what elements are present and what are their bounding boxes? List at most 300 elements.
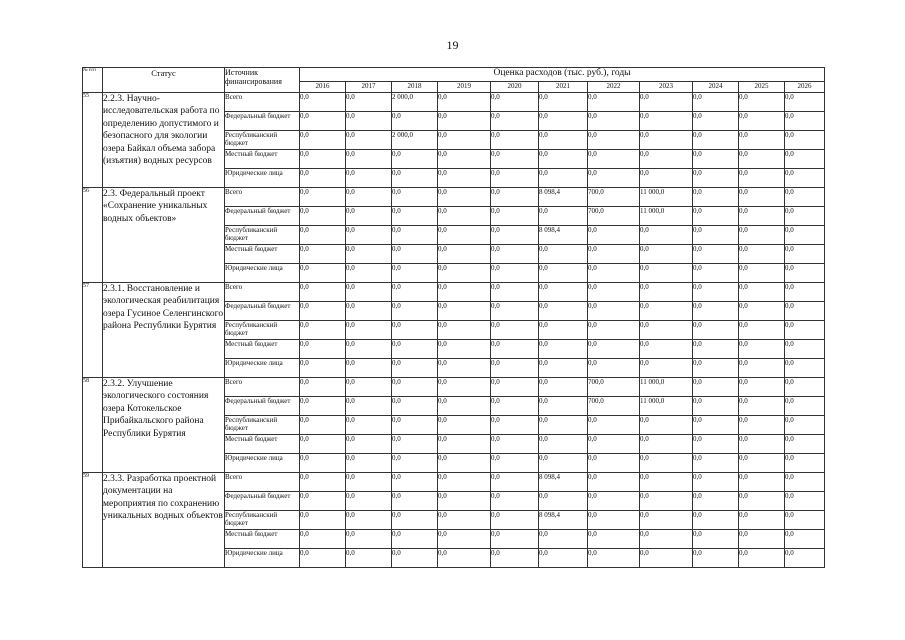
value-cell: 0,0 (539, 416, 588, 435)
value-cell: 0,0 (739, 473, 785, 492)
value-cell: 0,0 (300, 188, 346, 207)
value-cell: 0,0 (588, 359, 640, 378)
value-cell: 0,0 (693, 473, 739, 492)
value-cell: 0,0 (539, 435, 588, 454)
value-cell: 0,0 (491, 131, 539, 150)
table-body (83, 93, 825, 568)
funding-source-cell: Федеральный бюджет (225, 492, 300, 511)
value-cell: 0,0 (346, 264, 392, 283)
value-cell: 0,0 (539, 93, 588, 112)
funding-source-cell: Федеральный бюджет (225, 397, 300, 416)
value-cell: 0,0 (588, 435, 640, 454)
value-cell: 0,0 (739, 549, 785, 568)
value-cell: 0,0 (346, 511, 392, 530)
value-cell: 0,0 (640, 416, 693, 435)
header-source: Источник финансирования (225, 68, 300, 93)
funding-source-cell: Всего (225, 93, 300, 112)
value-cell: 0,0 (785, 131, 825, 150)
funding-source-cell: Местный бюджет (225, 530, 300, 549)
value-cell: 0,0 (785, 454, 825, 473)
row-number: 56 (83, 188, 103, 283)
header-year: 2021 (539, 82, 588, 93)
value-cell: 0,0 (785, 378, 825, 397)
value-cell: 0,0 (539, 264, 588, 283)
value-cell: 0,0 (739, 454, 785, 473)
value-cell: 0,0 (539, 150, 588, 169)
value-cell: 0,0 (392, 378, 438, 397)
table-row (83, 283, 825, 302)
value-cell: 0,0 (300, 283, 346, 302)
value-cell: 0,0 (438, 207, 491, 226)
value-cell: 0,0 (392, 321, 438, 340)
value-cell: 0,0 (693, 264, 739, 283)
value-cell: 0,0 (392, 150, 438, 169)
value-cell: 0,0 (300, 549, 346, 568)
value-cell: 0,0 (539, 378, 588, 397)
value-cell: 0,0 (438, 340, 491, 359)
table-header (83, 68, 825, 93)
value-cell: 0,0 (739, 150, 785, 169)
value-cell: 0,0 (693, 226, 739, 245)
value-cell: 0,0 (693, 321, 739, 340)
value-cell: 0,0 (438, 530, 491, 549)
value-cell: 0,0 (588, 131, 640, 150)
value-cell: 0,0 (392, 397, 438, 416)
value-cell: 0,0 (392, 283, 438, 302)
table-row (83, 93, 825, 112)
value-cell: 0,0 (491, 302, 539, 321)
value-cell: 0,0 (640, 245, 693, 264)
value-cell: 0,0 (640, 359, 693, 378)
value-cell: 700,0 (588, 207, 640, 226)
value-cell: 0,0 (539, 454, 588, 473)
value-cell: 0,0 (438, 245, 491, 264)
value-cell: 0,0 (693, 131, 739, 150)
value-cell: 0,0 (693, 150, 739, 169)
value-cell: 0,0 (539, 397, 588, 416)
value-cell: 0,0 (693, 378, 739, 397)
value-cell: 0,0 (300, 264, 346, 283)
value-cell: 0,0 (300, 302, 346, 321)
value-cell: 0,0 (438, 435, 491, 454)
value-cell: 0,0 (539, 492, 588, 511)
value-cell: 0,0 (491, 473, 539, 492)
value-cell: 0,0 (491, 397, 539, 416)
value-cell: 0,0 (785, 302, 825, 321)
value-cell: 0,0 (438, 150, 491, 169)
value-cell: 0,0 (392, 435, 438, 454)
value-cell: 0,0 (300, 245, 346, 264)
value-cell: 0,0 (785, 112, 825, 131)
funding-source-cell: Юридические лица (225, 454, 300, 473)
funding-source-cell: Местный бюджет (225, 150, 300, 169)
value-cell: 0,0 (346, 321, 392, 340)
funding-source-cell: Республиканский бюджет (225, 226, 300, 245)
value-cell: 0,0 (693, 340, 739, 359)
value-cell: 0,0 (785, 226, 825, 245)
funding-source-cell: Федеральный бюджет (225, 112, 300, 131)
row-number: 58 (83, 378, 103, 473)
value-cell: 0,0 (438, 492, 491, 511)
funding-source-cell: Республиканский бюджет (225, 416, 300, 435)
funding-source-cell: Местный бюджет (225, 340, 300, 359)
value-cell: 0,0 (392, 112, 438, 131)
header-status: Статус (103, 68, 225, 93)
value-cell: 0,0 (739, 435, 785, 454)
value-cell: 0,0 (346, 340, 392, 359)
value-cell: 0,0 (539, 359, 588, 378)
value-cell: 0,0 (693, 112, 739, 131)
value-cell: 0,0 (300, 340, 346, 359)
value-cell: 0,0 (785, 492, 825, 511)
header-year: 2022 (588, 82, 640, 93)
value-cell: 0,0 (346, 416, 392, 435)
funding-source-cell: Всего (225, 473, 300, 492)
header-year: 2026 (785, 82, 825, 93)
header-year: 2016 (300, 82, 346, 93)
value-cell: 0,0 (785, 245, 825, 264)
value-cell: 0,0 (438, 131, 491, 150)
value-cell: 0,0 (392, 207, 438, 226)
value-cell: 0,0 (539, 549, 588, 568)
value-cell: 0,0 (739, 530, 785, 549)
value-cell: 0,0 (438, 93, 491, 112)
value-cell: 2 000,0 (392, 93, 438, 112)
value-cell: 0,0 (739, 397, 785, 416)
value-cell: 0,0 (640, 169, 693, 188)
value-cell: 0,0 (588, 169, 640, 188)
value-cell: 0,0 (693, 530, 739, 549)
value-cell: 0,0 (640, 93, 693, 112)
value-cell: 0,0 (693, 397, 739, 416)
value-cell: 0,0 (392, 340, 438, 359)
value-cell: 0,0 (739, 492, 785, 511)
value-cell: 0,0 (640, 530, 693, 549)
value-cell: 0,0 (640, 454, 693, 473)
funding-source-cell: Всего (225, 188, 300, 207)
value-cell: 0,0 (491, 150, 539, 169)
value-cell: 0,0 (300, 416, 346, 435)
value-cell: 0,0 (693, 245, 739, 264)
header-year: 2023 (640, 82, 693, 93)
value-cell: 0,0 (640, 264, 693, 283)
value-cell: 11 000,0 (640, 397, 693, 416)
value-cell: 0,0 (640, 492, 693, 511)
table-row (83, 473, 825, 492)
value-cell: 0,0 (539, 321, 588, 340)
value-cell: 0,0 (588, 93, 640, 112)
funding-source-cell: Юридические лица (225, 549, 300, 568)
value-cell: 0,0 (739, 359, 785, 378)
value-cell: 0,0 (739, 321, 785, 340)
value-cell: 0,0 (739, 264, 785, 283)
value-cell: 0,0 (438, 302, 491, 321)
value-cell: 0,0 (588, 473, 640, 492)
value-cell: 0,0 (392, 188, 438, 207)
value-cell: 0,0 (739, 188, 785, 207)
value-cell: 0,0 (539, 131, 588, 150)
value-cell: 0,0 (346, 207, 392, 226)
value-cell: 0,0 (785, 416, 825, 435)
value-cell: 0,0 (539, 283, 588, 302)
value-cell: 0,0 (785, 283, 825, 302)
value-cell: 0,0 (739, 93, 785, 112)
value-cell: 0,0 (392, 359, 438, 378)
value-cell: 0,0 (438, 188, 491, 207)
value-cell: 0,0 (438, 416, 491, 435)
value-cell: 0,0 (588, 283, 640, 302)
value-cell: 0,0 (346, 492, 392, 511)
value-cell: 0,0 (785, 511, 825, 530)
value-cell: 0,0 (785, 321, 825, 340)
value-cell: 0,0 (739, 131, 785, 150)
value-cell: 0,0 (739, 245, 785, 264)
value-cell: 0,0 (300, 150, 346, 169)
value-cell: 0,0 (392, 169, 438, 188)
value-cell: 0,0 (491, 321, 539, 340)
value-cell: 0,0 (346, 378, 392, 397)
value-cell: 0,0 (491, 283, 539, 302)
value-cell: 0,0 (491, 93, 539, 112)
funding-source-cell: Республиканский бюджет (225, 321, 300, 340)
value-cell: 0,0 (491, 226, 539, 245)
value-cell: 0,0 (491, 454, 539, 473)
value-cell: 0,0 (346, 169, 392, 188)
funding-source-cell: Федеральный бюджет (225, 207, 300, 226)
value-cell: 2 000,0 (392, 131, 438, 150)
row-number: 59 (83, 473, 103, 568)
value-cell: 0,0 (346, 530, 392, 549)
value-cell: 0,0 (539, 245, 588, 264)
value-cell: 0,0 (739, 511, 785, 530)
value-cell: 0,0 (491, 492, 539, 511)
value-cell: 0,0 (785, 150, 825, 169)
value-cell: 0,0 (300, 226, 346, 245)
value-cell: 0,0 (640, 302, 693, 321)
value-cell: 0,0 (693, 416, 739, 435)
value-cell: 0,0 (491, 112, 539, 131)
value-cell: 0,0 (392, 511, 438, 530)
value-cell: 0,0 (300, 93, 346, 112)
value-cell: 0,0 (693, 283, 739, 302)
value-cell: 0,0 (346, 150, 392, 169)
value-cell: 0,0 (300, 378, 346, 397)
budget-table (82, 67, 825, 568)
value-cell: 0,0 (539, 340, 588, 359)
value-cell: 0,0 (739, 112, 785, 131)
value-cell: 0,0 (438, 283, 491, 302)
value-cell: 0,0 (693, 511, 739, 530)
header-year: 2019 (438, 82, 491, 93)
value-cell: 0,0 (438, 226, 491, 245)
value-cell: 0,0 (346, 302, 392, 321)
value-cell: 0,0 (392, 549, 438, 568)
value-cell: 0,0 (438, 264, 491, 283)
funding-source-cell: Республиканский бюджет (225, 511, 300, 530)
value-cell: 0,0 (785, 473, 825, 492)
value-cell: 0,0 (640, 321, 693, 340)
value-cell: 0,0 (300, 169, 346, 188)
funding-source-cell: Республиканский бюджет (225, 131, 300, 150)
value-cell: 11 000,0 (640, 188, 693, 207)
value-cell: 0,0 (539, 207, 588, 226)
value-cell: 0,0 (392, 226, 438, 245)
value-cell: 0,0 (640, 549, 693, 568)
value-cell: 0,0 (693, 435, 739, 454)
header-year: 2018 (392, 82, 438, 93)
value-cell: 0,0 (785, 93, 825, 112)
header-year: 2024 (693, 82, 739, 93)
value-cell: 0,0 (640, 283, 693, 302)
value-cell: 0,0 (392, 264, 438, 283)
value-cell: 0,0 (300, 473, 346, 492)
value-cell: 0,0 (346, 359, 392, 378)
value-cell: 0,0 (392, 473, 438, 492)
table-row (83, 378, 825, 397)
value-cell: 0,0 (739, 283, 785, 302)
value-cell: 0,0 (346, 226, 392, 245)
value-cell: 700,0 (588, 188, 640, 207)
value-cell: 0,0 (785, 340, 825, 359)
value-cell: 8 098,4 (539, 473, 588, 492)
value-cell: 0,0 (785, 397, 825, 416)
value-cell: 0,0 (588, 416, 640, 435)
status-cell: 2.2.3. Научно-исследовательская работа по определению допустимого и безопасного для экологии озера Байкал объема забора (изъятия) водных ресурсов (103, 93, 225, 188)
value-cell: 8 098,4 (539, 188, 588, 207)
value-cell: 0,0 (785, 264, 825, 283)
value-cell: 0,0 (392, 454, 438, 473)
value-cell: 0,0 (739, 169, 785, 188)
value-cell: 0,0 (739, 340, 785, 359)
value-cell: 0,0 (438, 378, 491, 397)
value-cell: 0,0 (392, 492, 438, 511)
value-cell: 0,0 (438, 511, 491, 530)
header-num: № п/п (83, 68, 103, 93)
value-cell: 0,0 (588, 340, 640, 359)
value-cell: 0,0 (739, 207, 785, 226)
value-cell: 0,0 (693, 169, 739, 188)
status-cell: 2.3.1. Восстановление и экологическая реабилитация озера Гусиное Селенгинского района Республики Бурятия (103, 283, 225, 378)
value-cell: 11 000,0 (640, 207, 693, 226)
value-cell: 0,0 (346, 188, 392, 207)
value-cell: 0,0 (300, 435, 346, 454)
value-cell: 0,0 (588, 321, 640, 340)
value-cell: 0,0 (588, 245, 640, 264)
funding-source-cell: Федеральный бюджет (225, 302, 300, 321)
value-cell: 0,0 (438, 359, 491, 378)
table-row (83, 188, 825, 207)
value-cell: 0,0 (300, 511, 346, 530)
value-cell: 0,0 (640, 112, 693, 131)
value-cell: 0,0 (693, 188, 739, 207)
value-cell: 8 098,4 (539, 226, 588, 245)
value-cell: 0,0 (693, 549, 739, 568)
value-cell: 0,0 (640, 150, 693, 169)
value-cell: 0,0 (693, 359, 739, 378)
value-cell: 0,0 (539, 169, 588, 188)
funding-source-cell: Всего (225, 378, 300, 397)
value-cell: 0,0 (491, 264, 539, 283)
value-cell: 0,0 (438, 397, 491, 416)
header-year: 2017 (346, 82, 392, 93)
value-cell: 0,0 (346, 131, 392, 150)
value-cell: 0,0 (300, 359, 346, 378)
value-cell: 8 098,4 (539, 511, 588, 530)
status-cell: 2.3. Федеральный проект «Сохранение уникальных водных объектов» (103, 188, 225, 283)
value-cell: 0,0 (491, 435, 539, 454)
value-cell: 0,0 (346, 245, 392, 264)
funding-source-cell: Местный бюджет (225, 435, 300, 454)
value-cell: 0,0 (438, 112, 491, 131)
header-year: 2020 (491, 82, 539, 93)
value-cell: 0,0 (300, 492, 346, 511)
value-cell: 0,0 (392, 530, 438, 549)
value-cell: 0,0 (785, 530, 825, 549)
value-cell: 0,0 (300, 207, 346, 226)
value-cell: 0,0 (300, 321, 346, 340)
value-cell: 0,0 (491, 207, 539, 226)
value-cell: 0,0 (491, 359, 539, 378)
value-cell: 0,0 (300, 131, 346, 150)
value-cell: 0,0 (491, 378, 539, 397)
value-cell: 0,0 (491, 245, 539, 264)
value-cell: 0,0 (640, 511, 693, 530)
value-cell: 0,0 (640, 131, 693, 150)
value-cell: 0,0 (346, 454, 392, 473)
value-cell: 0,0 (640, 226, 693, 245)
value-cell: 0,0 (300, 530, 346, 549)
value-cell: 0,0 (438, 169, 491, 188)
value-cell: 0,0 (539, 530, 588, 549)
funding-source-cell: Юридические лица (225, 359, 300, 378)
value-cell: 0,0 (346, 473, 392, 492)
value-cell: 0,0 (539, 302, 588, 321)
page-number: 19 (446, 38, 459, 52)
value-cell: 0,0 (588, 530, 640, 549)
value-cell: 0,0 (392, 245, 438, 264)
value-cell: 0,0 (491, 188, 539, 207)
value-cell: 11 000,0 (640, 378, 693, 397)
value-cell: 0,0 (491, 549, 539, 568)
value-cell: 0,0 (346, 435, 392, 454)
value-cell: 0,0 (346, 112, 392, 131)
value-cell: 0,0 (539, 112, 588, 131)
value-cell: 0,0 (346, 283, 392, 302)
value-cell: 0,0 (346, 549, 392, 568)
value-cell: 0,0 (392, 302, 438, 321)
funding-source-cell: Юридические лица (225, 169, 300, 188)
row-number: 55 (83, 93, 103, 188)
header-year: 2025 (739, 82, 785, 93)
value-cell: 0,0 (693, 93, 739, 112)
value-cell: 0,0 (491, 416, 539, 435)
value-cell: 0,0 (693, 207, 739, 226)
value-cell: 0,0 (785, 435, 825, 454)
value-cell: 0,0 (300, 112, 346, 131)
value-cell: 0,0 (739, 378, 785, 397)
value-cell: 0,0 (588, 492, 640, 511)
value-cell: 0,0 (346, 93, 392, 112)
value-cell: 0,0 (300, 397, 346, 416)
value-cell: 0,0 (346, 397, 392, 416)
value-cell: 0,0 (588, 511, 640, 530)
value-cell: 0,0 (491, 511, 539, 530)
value-cell: 0,0 (693, 302, 739, 321)
value-cell: 0,0 (693, 454, 739, 473)
value-cell: 0,0 (588, 302, 640, 321)
value-cell: 0,0 (693, 492, 739, 511)
header-estimate: Оценка расходов (тыс. руб.), годы (300, 68, 825, 82)
